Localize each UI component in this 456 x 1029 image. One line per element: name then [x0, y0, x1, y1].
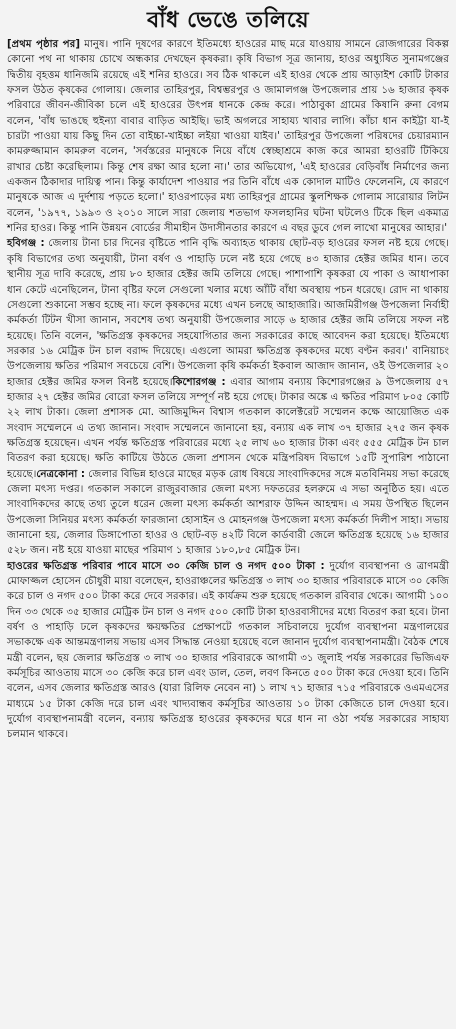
headline: বাঁধ ভেঙে তলিয়ে [146, 8, 310, 33]
region-label: নেত্রকোনা : [36, 468, 85, 480]
paragraph-text: জেলায় টানা চার দিনের বৃষ্টিতে পানি বৃদ্ধি অব্যাহত থাকায় ছোট-বড় হাওরের ফসল নষ্ট হয়ে গেছে। কৃষি বিভাগের তথ্য অনুযায়ী, টানা বর্ষণ ও পাহাড়ি ঢলে নষ্ট হয়ে গেছে ৪৩ হাজার হেক্টর জমির ধান। তবে স্থানীয় সূত্র দাবি করেছে, প্রায় ৮০ হাজার হেক্টর জমি তলিয়ে গেছে। পাশাপাশি কৃষকরা যে পাকা ও আধাপাকা ধান কেটে এনেছিলেন, টানা বৃষ্টির ফলে সেগুলো খলার মধ্যে আঁটি বাঁধা অবস্থায় পচন ধরেছে। রোদ না থাকায় সেগুলো শুকানো সম্ভব হচ্ছে না। ফলে কৃষকদের মধ্যে এখন চলছে আহাজারি। আজমিরীগঞ্জ উপজেলা নির্বাহী কর্মকর্তা টিটন খীসা জানান, সবশেষ তথ্য অনুযায়ী উপজেলার সাড়ে ৬ হাজার হেক্টর জমি তলিয়ে সফল নষ্ট হয়েছে। তিনি বলেন, 'ক্ষতিগ্রস্ত কৃষকদের সহযোগিতার জন্য সরকারের কাছে আবেদন করা হয়েছে। ইতিমধ্যে সরকার ১৬ মেট্রিক টন চাল বরাদ্দ দিয়েছে। এগুলো আমরা ক্ষতিগ্রস্ত কৃষকদের মধ্যে বণ্টন করব।' বানিয়াচং উপজেলায় ক্ষতির পরিমাণ সবচেয়ে বেশি। উপজেলা কৃষি কর্মকর্তা ইকবাল আজাদ জানান, ওই উপজেলার ২০ হাজার হেক্টর জমির ফসল বিনষ্ট হয়েছে। [7, 238, 449, 388]
continuation-tag: [প্রথম পৃষ্ঠার পর] [7, 39, 80, 50]
paragraph-intro [7, 37, 449, 236]
article-body [7, 37, 449, 743]
paragraph-text: দুর্যোগ ব্যবস্থাপনা ও ত্রাণমন্ত্রী মোফাজ্জল হোসেন চৌধুরী মায়া বলেছেন, হাওরাঞ্চলের ক্ষতিগ্রস্ত ৩ লাখ ৩০ হাজার পরিবারকে মাসে ৩০ কেজি করে চাল ও নগদ ৫০০ টাকা করে দেবে সরকার। এই কার্যক্রম শুরু হয়েছে গতকাল রবিবার থেকে। আগামী ১০০ দিন ৩৩ থেকে ৩৫ হাজার মেট্রিক টন চাল ও নগদ ৫০০ কোটি টাকা হাওরবাসীদের মধ্যে বিতরণ করা হবে। টানা বর্ষণ ও পাহাড়ি ঢলে কৃষকদের ক্ষয়ক্ষতির প্রেক্ষাপটে গতকাল সচিবালয়ে দুর্যোগ ব্যবস্থাপনা মন্ত্রণালয়ের সভাকক্ষে এক আন্তমন্ত্রণালয় সভায় এসব সিদ্ধান্ত নেওয়া হয়েছে বলে জানান দুর্যোগ ব্যবস্থাপনামন্ত্রী। বৈঠক শেষে মন্ত্রী বলেন, ছয় জেলার ক্ষতিগ্রস্ত ৩ লাখ ৩০ হাজার পরিবারকে আগামী ৩১ জুলাই পর্যন্ত সরকারের ভিজিএফ কর্মসূচির আওতায় মাসে ৩০ কেজি করে চাল এবং ডাল, তেল, লবণ কিনতে ৫০০ টাকা করে দেওয়া হবে। তিনি বলেন, এসব জেলার ক্ষতিগ্রস্ত আরও (যারা রিলিফ নেবেন না) ১ লাখ ৭১ হাজার ৭১৫ পরিবারকে ওএমএসের মাধ্যমে ১৫ টাকা কেজি দরে চাল এবং খাদ্যবান্ধব কর্মসূচির আওতায় ১০ টাকা কেজিতে চাল দেওয়া হবে। দুর্যোগ ব্যবস্থাপনামন্ত্রী বলেন, বন্যায় ক্ষতিগ্রস্ত হাওরের কৃষকদের ঘরে ধান না ওঠা পর্যন্ত সরকারের সাহায্য চলমান থাকবে। [7, 560, 449, 741]
region-label: কিশোরগঞ্জ : [172, 376, 226, 388]
paragraph-text: মানুষ। পানি দূষণের কারণে ইতিমধ্যে হাওরের মাছ মরে যাওয়ায় সামনে রোজগারের বিকল্প কোনো পথ না থাকায় চোখে অন্ধকার দেখছেন কৃষকরা। কৃষি বিভাগ সূত্র জানায়, হাওর অধ্যুষিত সুনামগঞ্জের দ্বিতীয় বৃহত্তম ধানিজমি রয়েছে এই শনির হাওরে। সব ঠিক থাকলে এই হাওর থেকে প্রায় আড়াইশ কোটি টাকার ফসল উঠত কৃষকের গোলায়। জেলার তাহিরপুর, বিশ্বম্ভরপুর ও জামালগঞ্জ উপজেলার প্রায় ১৬ হাজার কৃষক পরিবারে জীবন-জীবিকা চলে এই হাওরের উৎপন্ন ধানকে কেন্দ্র করে। পাঠাবুকা গ্রামের কিষানি রুনা বেগম বলেন, 'বাঁধ ভাঙছে হুইন্যা বাবার বাড়িত আইছি। ভাই অগলরে সাহায্য খাবার লাগি। কাঁচা ধান কাইট্টা যা-ই চারটা পাওয়া যায় কিছু দিন তো বাইচ্চা-খাইচ্চা লইয়া খাওয়া যাইব।' তাহিরপুর উপজেলা পরিষদের চেয়ারম্যান কামরুজ্জামান কামরুল বলেন, 'সর্বস্তরের মানুষকে নিয়ে বাঁধে স্বেচ্ছাশ্রমে কাজ করে আমরা হাওরটি টিকিয়ে রাখার চেষ্টা করেছিলাম। কিন্তু শেষ রক্ষা আর হলো না।' তার অভিযোগ, 'এই হাওরের বেড়িবাঁধ নির্মাণের জন্য একজন ঠিকাদার দায়িত্ব পান। কিন্তু কার্যাদেশ পাওয়ার পর তিনি বাঁধে এক কোদাল মাটিও ফেলেননি, যে কারণে মানুষকে আজ এ দুর্দশায় পড়তে হলো।' হাওরপাড়ের মধ্য তাহিরপুর গ্রামের স্কুলশিক্ষক গোলাম সারোয়ার লিটন বলেন, '১৯৭৭, ১৯৯৩ ও ২০১০ সালে সারা জেলায় শতভাগ ফসলহানির ঘটনা ঘটলেও টিকে ছিল একমাত্র শনির হাওর। কিন্তু পানি উন্নয়ন বোর্ডের সীমাহীন উদাসীনতার কারণে এ বছর ডুবে গেল লাখো মানুষের আহার।' [7, 39, 449, 235]
paragraph-relief [7, 559, 449, 743]
subheading: হাওরের ক্ষতিগ্রস্ত পরিবার পাবে মাসে ৩০ কেজি চাল ও নগদ ৫০০ টাকা : [7, 560, 325, 572]
paragraph-text: এবার আগাম বন্যায় কিশোরগঞ্জের ৯ উপজেলায় ৫৭ হাজার ২৭ হেক্টর জমির বোরো ফসল তলিয়ে সম্পূর্ণ নষ্ট হয়ে গেছে। টাকার অঙ্কে এ ক্ষতির পরিমাণ ৮০৫ কোটি ২২ লাখ টাকা। জেলা প্রশাসক মো. আজিমুদ্দিন বিশ্বাস গতকাল কালেক্টরেট সম্মেলন কক্ষে আয়োজিত এক সংবাদ সম্মেলনে এ তথ্য জানান। সংবাদ সম্মেলনে জানানো হয়, বন্যায় এক লাখ ৩৭ হাজার ২৭৫ জন কৃষক ক্ষতিগ্রস্ত হয়েছেন। এখন পর্যন্ত ক্ষতিগ্রস্ত পরিবারের মধ্যে ২৫ লাখ ৬০ হাজার টাকা এবং ৫৫৫ মেট্রিক টন চাল বিতরণ করা হয়েছে। ক্ষতি কাটিয়ে উঠতে জেলা প্রশাসন থেকে মন্ত্রিপরিষদ বিভাগে ১৫টি সুপারিশ পাঠানো হয়েছে। [7, 376, 449, 480]
paragraph-habiganj [7, 236, 449, 558]
region-label: হবিগঞ্জ : [7, 238, 45, 250]
paragraph-text: জেলার বিভিন্ন হাওরে মাছের মড়ক রোধ বিষয়ে সাংবাদিকদের সঙ্গে মতবিনিময় সভা করেছে জেলা মৎস্য দপ্তর। গতকাল সকালে রাজুরবাজার জেলা মৎস্য দফতরের হলরুমে এ সভা অনুষ্ঠিত হয়। এতে সাংবাদিকদের কাছে তথ্য তুলে ধরেন জেলা মৎস্য কর্মকর্তা আশরাফ উদ্দিন আহম্মদ। এ সময় উপস্থিত ছিলেন উপজেলা সিনিয়র মৎস্য কর্মকর্তা ফারজানা হোসাইন ও মোহনগঞ্জ উপজেলা মৎস্য কর্মকর্তা দিলীপ সাহা। সভায় জানানো হয়, জেলার ডিঙ্গাপোতা হাওর ও ছোট-বড় ৪২টি বিলে কার্ডবারী জেলে ক্ষতিগ্রস্ত হয়েছে ১৬ হাজার ৫২৮ জন। নষ্ট হয়ে যাওয়া মাছের পরিমাণ ১ হাজার ১৮০,৮৫ মেট্রিক টন। [7, 468, 449, 557]
